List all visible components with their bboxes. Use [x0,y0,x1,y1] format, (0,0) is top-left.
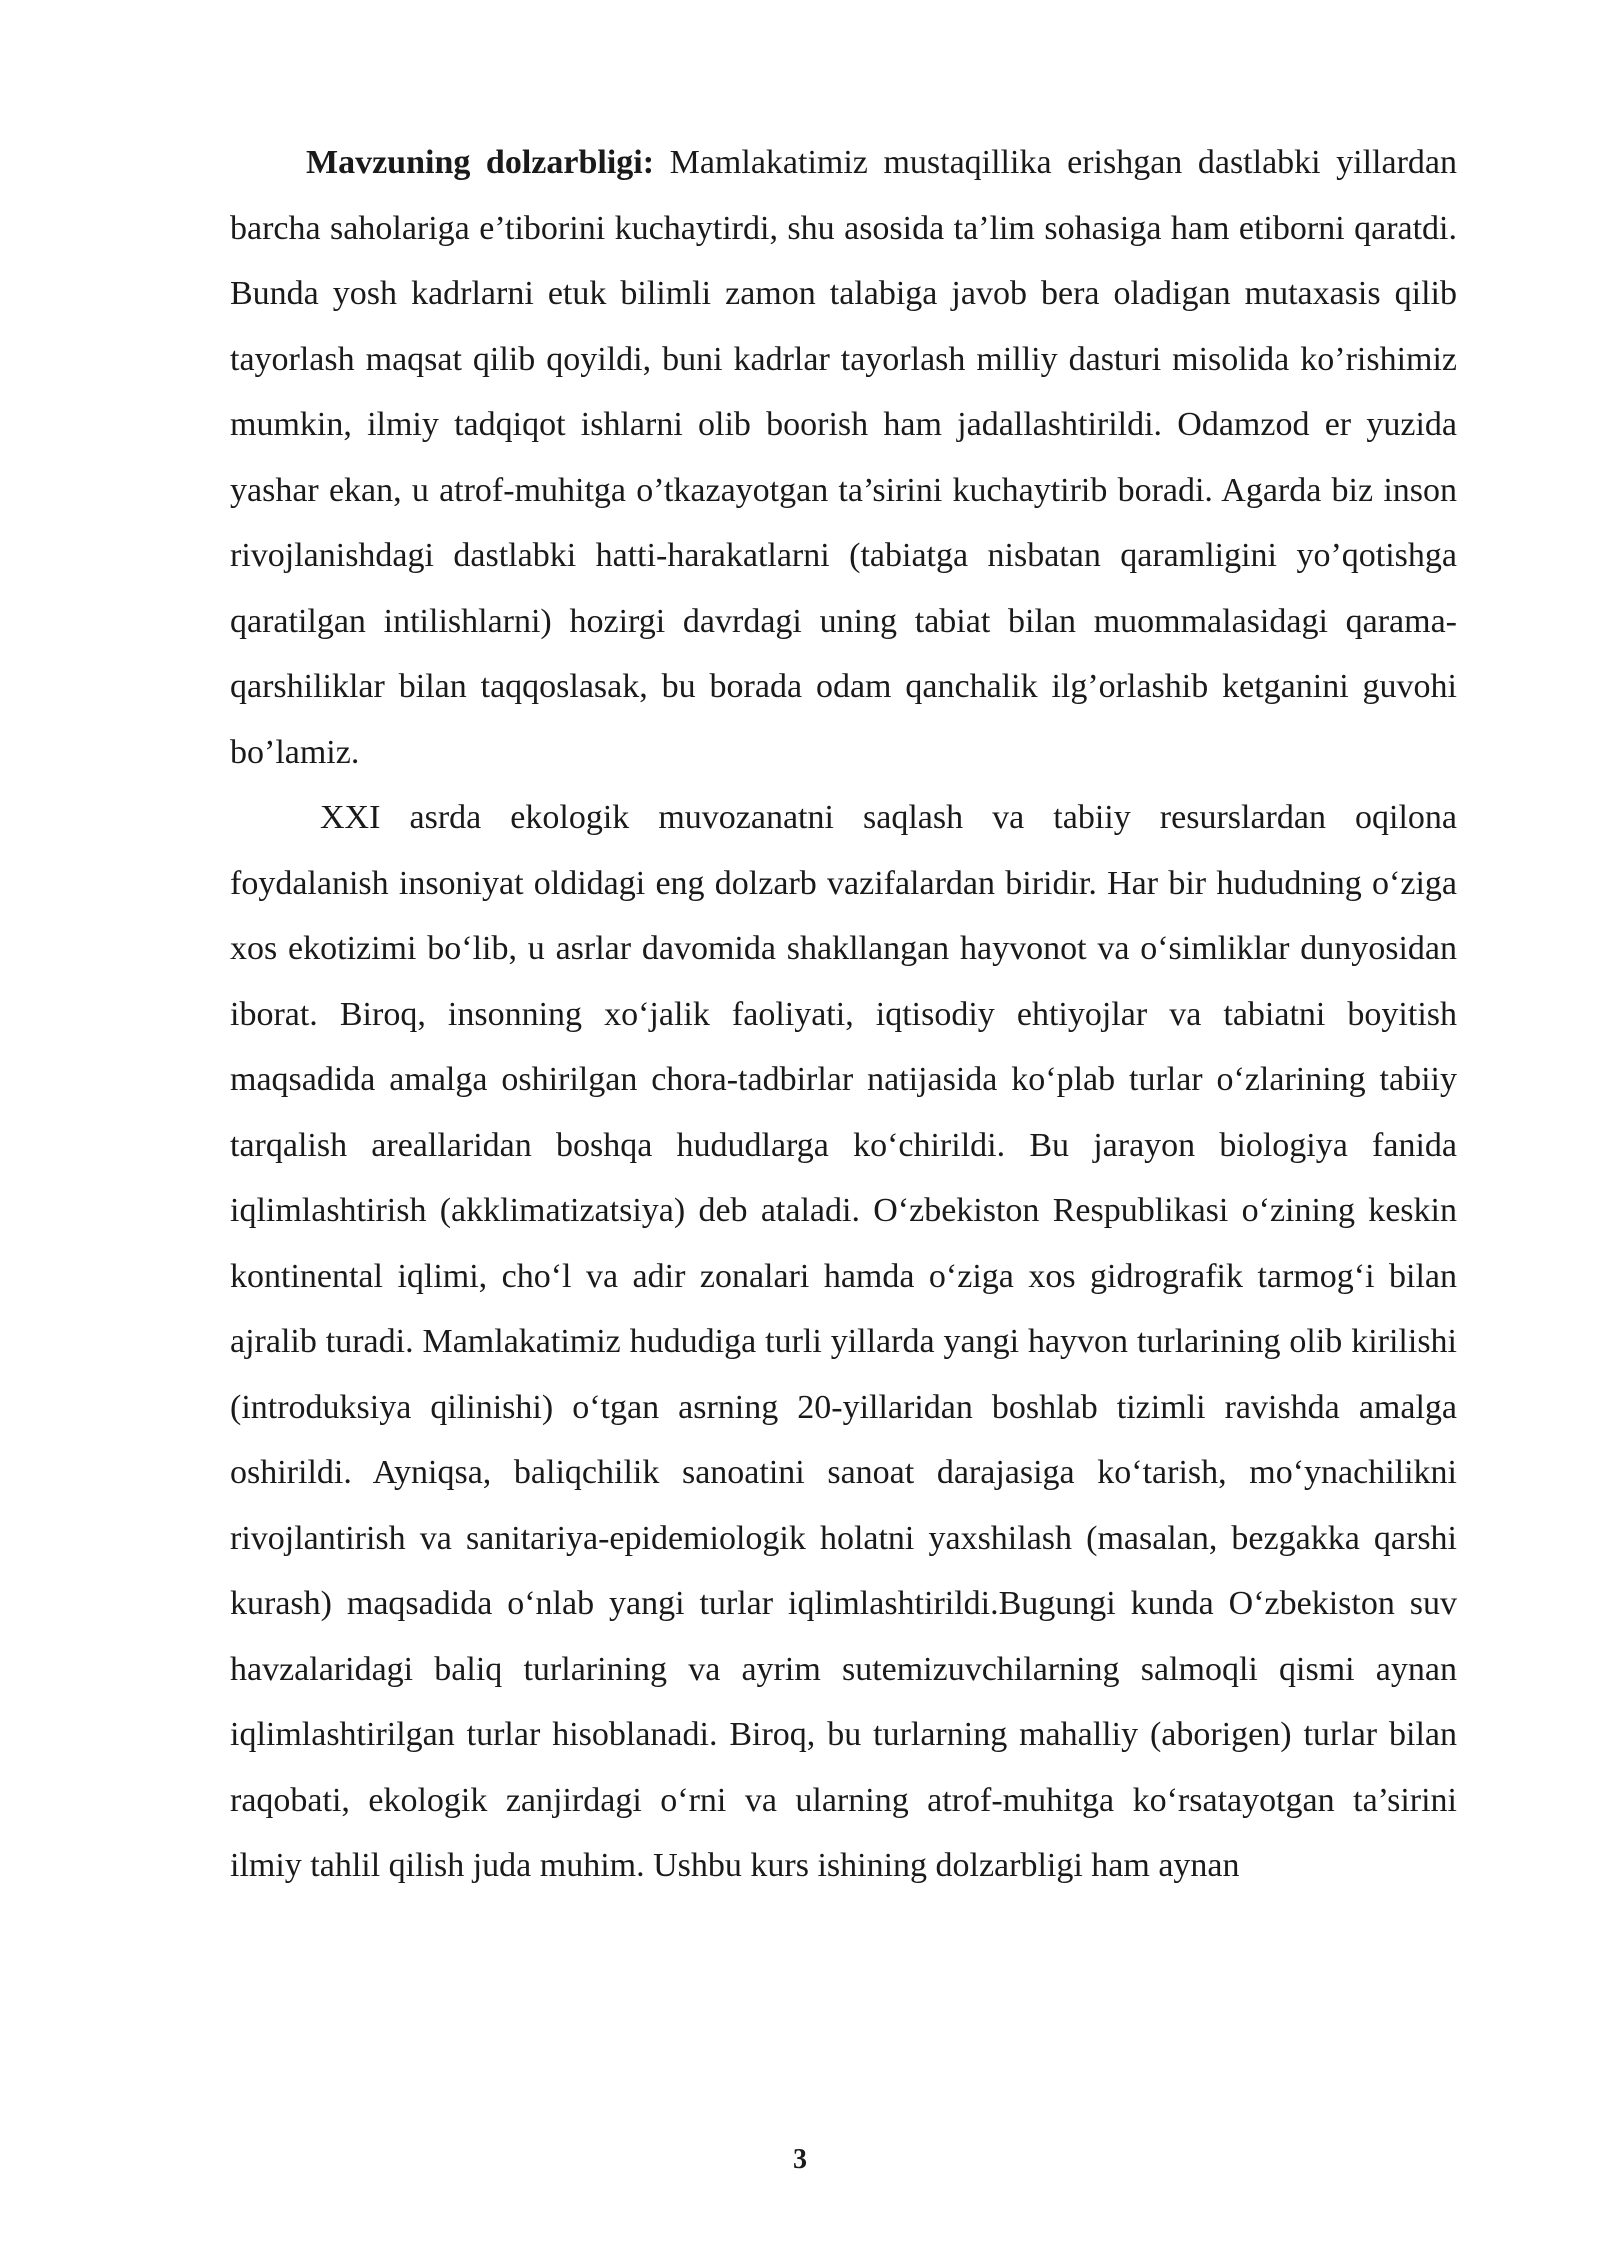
paragraph-lead-heading: Mavzuning dolzarbligi: [306,144,655,181]
body-text [230,130,1457,1899]
page-number: 3 [793,2144,807,2175]
paragraph-relevance [230,130,1457,785]
paragraph-acclimatization: XXI asrda ekologik muvozanatni saqlash va tabiiy resurslardan oqilona foydalanish insoniyat oldidagi eng dolzarb vazifalardan biridir. Har bir hududning o‘ziga xos ekotizimi bo‘lib, u asrlar davomida shakllangan hayvonot va o‘simliklar dunyosidan iborat. Biroq, insonning xo‘jalik faoliyati, iqtisodiy ehtiyojlar va tabiatni boyitish maqsadida amalga oshirilgan chora-tadbirlar natijasida ko‘plab turlar o‘zlarining tabiiy tarqalish areallaridan boshqa hududlarga ko‘chirildi. Bu jarayon biologiya fanida iqlimlashtirish (akklimatizatsiya) deb ataladi. O‘zbekiston Respublikasi o‘zining keskin kontinental iqlimi, cho‘l va adir zonalari hamda o‘ziga xos gidrografik tarmog‘i bilan ajralib turadi. Mamlakatimiz hududiga turli yillarda yangi hayvon turlarining olib kirilishi (introduksiya qilinishi) o‘tgan asrning 20-yillaridan boshlab tizimli ravishda amalga oshirildi. Ayniqsa, baliqchilik sanoatini sanoat darajasiga ko‘tarish, mo‘ynachilikni rivojlantirish va sanitariya-epidemiologik holatni yaxshilash (masalan, bezgakka qarshi kurash) maqsadida o‘nlab yangi turlar iqlimlashtirildi.Bugungi kunda O‘zbekiston suv havzalaridagi baliq turlarining va ayrim sutemizuvchilarning salmoqli qismi aynan iqlimlashtirilgan turlar hisoblanadi. Biroq, bu turlarning mahalliy (aborigen) turlar bilan raqobati, ekologik zanjirdagi o‘rni va ularning atrof-muhitga ko‘rsatayotgan ta’sirini ilmiy tahlil qilish juda muhim. Ushbu kurs ishining dolzarbligi ham aynan [230,799,1457,1884]
paragraph-relevance-text: Mamlakatimiz mustaqillika erishgan dastlabki yillardan barcha saholariga e’tiborini kuchaytirdi, shu asosida ta’lim sohasiga ham etiborni qaratdi. Bunda yosh kadrlarni etuk bilimli zamon talabiga javob bera oladigan mutaxasis qilib tayorlash maqsat qilib qoyildi, buni kadrlar tayorlash milliy dasturi misolida ko’rishimiz mumkin, ilmiy tadqiqot ishlarni olib boorish ham jadallashtirildi. Odamzod er yuzida yashar ekan, u atrof-muhitga o’tkazayotgan ta’sirini kuchaytirib boradi. Agarda biz inson rivojlanishdagi dastlabki hatti-harakatlarni (tabiatga nisbatan qaramligini yo’qotishga qaratilgan intilishlarni) hozirgi davrdagi uning tabiat bilan muommalasidagi qarama-qarshiliklar bilan taqqoslasak, bu borada odam qanchalik ilg’orlashib ketganini guvohi bo’lamiz. [230,144,1458,771]
